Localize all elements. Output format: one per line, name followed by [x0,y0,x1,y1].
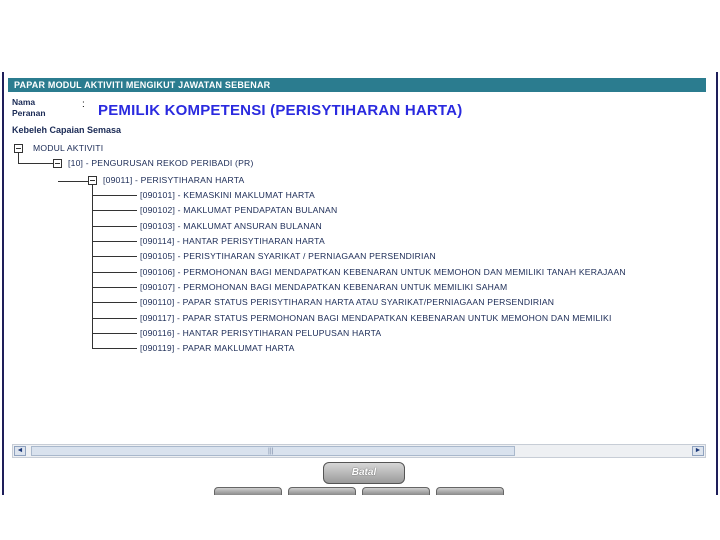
capaian-label: Kebeleh Capaian Semasa [12,125,122,135]
tree-leaf-090116[interactable]: [090116] - HANTAR PERISYTIHARAN PELUPUSAN HARTA [140,328,382,338]
tree-connector [92,210,137,211]
collapse-level1-icon[interactable] [53,159,62,168]
tree-connector [92,241,137,242]
bottom-button-1[interactable] [214,487,282,495]
tree-leaf-090107[interactable]: [090107] - PERMOHONAN BAGI MENDAPATKAN KEBENARAN UNTUK MEMILIKI SAHAM [140,282,508,292]
tree-connector [92,226,137,227]
tree-leaf-090105[interactable]: [090105] - PERISYTIHARAN SYARIKAT / PERNIAGAAN PERSENDIRIAN [140,251,436,261]
tree-connector [92,348,137,349]
bottom-button-2[interactable] [288,487,356,495]
collapse-level2-icon[interactable] [88,176,97,185]
colon-separator: : [82,99,85,110]
scroll-right-icon[interactable]: ► [692,446,704,456]
tree-connector [92,318,137,319]
tree-connector [92,256,137,257]
bottom-button-4[interactable] [436,487,504,495]
tree-leaf-090119[interactable]: [090119] - PAPAR MAKLUMAT HARTA [140,343,295,353]
tree-leaf-090103[interactable]: [090103] - MAKLUMAT ANSURAN BULANAN [140,221,322,231]
nama-label: Nama [12,97,36,107]
tree-connector [18,163,53,164]
module-tree [8,138,706,444]
tree-connector [18,153,19,163]
tree-leaf-090110[interactable]: [090110] - PAPAR STATUS PERISYTIHARAN HARTA ATAU SYARIKAT/PERNIAGAAN PERSENDIRIAN [140,297,555,307]
tree-node-pr[interactable]: [10] - PENGURUSAN REKOD PERIBADI (PR) [68,158,254,168]
tree-leaf-090106[interactable]: [090106] - PERMOHONAN BAGI MENDAPATKAN KEBENARAN UNTUK MEMOHON DAN MEMILIKI TANAH KERAJAAN [140,267,626,277]
tree-connector [92,333,137,334]
window-header-bar: PAPAR MODUL AKTIVITI MENGIKUT JAWATAN SEBENAR [8,78,706,92]
tree-connector [92,272,137,273]
tree-connector [92,287,137,288]
collapse-root-icon[interactable] [14,144,23,153]
tree-node-perisytiharan[interactable]: [09011] - PERISYTIHARAN HARTA [103,175,245,185]
tree-leaf-090102[interactable]: [090102] - MAKLUMAT PENDAPATAN BULANAN [140,205,338,215]
tree-root-label[interactable]: MODUL AKTIVITI [33,143,104,153]
batal-button[interactable]: Batal [323,462,405,484]
tree-leaf-090101[interactable]: [090101] - KEMASKINI MAKLUMAT HARTA [140,190,315,200]
tree-leaf-090117[interactable]: [090117] - PAPAR STATUS PERMOHONAN BAGI MENDAPATKAN KEBENARAN UNTUK MEMOHON DAN MEMILIKI [140,313,612,323]
role-value: PEMILIK KOMPETENSI (PERISYTIHARAN HARTA) [98,102,463,119]
scrollbar-thumb[interactable] [31,446,515,456]
bottom-button-3[interactable] [362,487,430,495]
scrollbar-grip-icon: ||| [268,448,274,455]
tree-leaf-090114[interactable]: [090114] - HANTAR PERISYTIHARAN HARTA [140,236,325,246]
tree-connector [92,302,137,303]
scroll-left-icon[interactable]: ◄ [14,446,26,456]
tree-connector [92,195,137,196]
tree-connector [58,181,88,182]
horizontal-scrollbar[interactable] [12,444,706,458]
peranan-label: Peranan [12,108,46,118]
